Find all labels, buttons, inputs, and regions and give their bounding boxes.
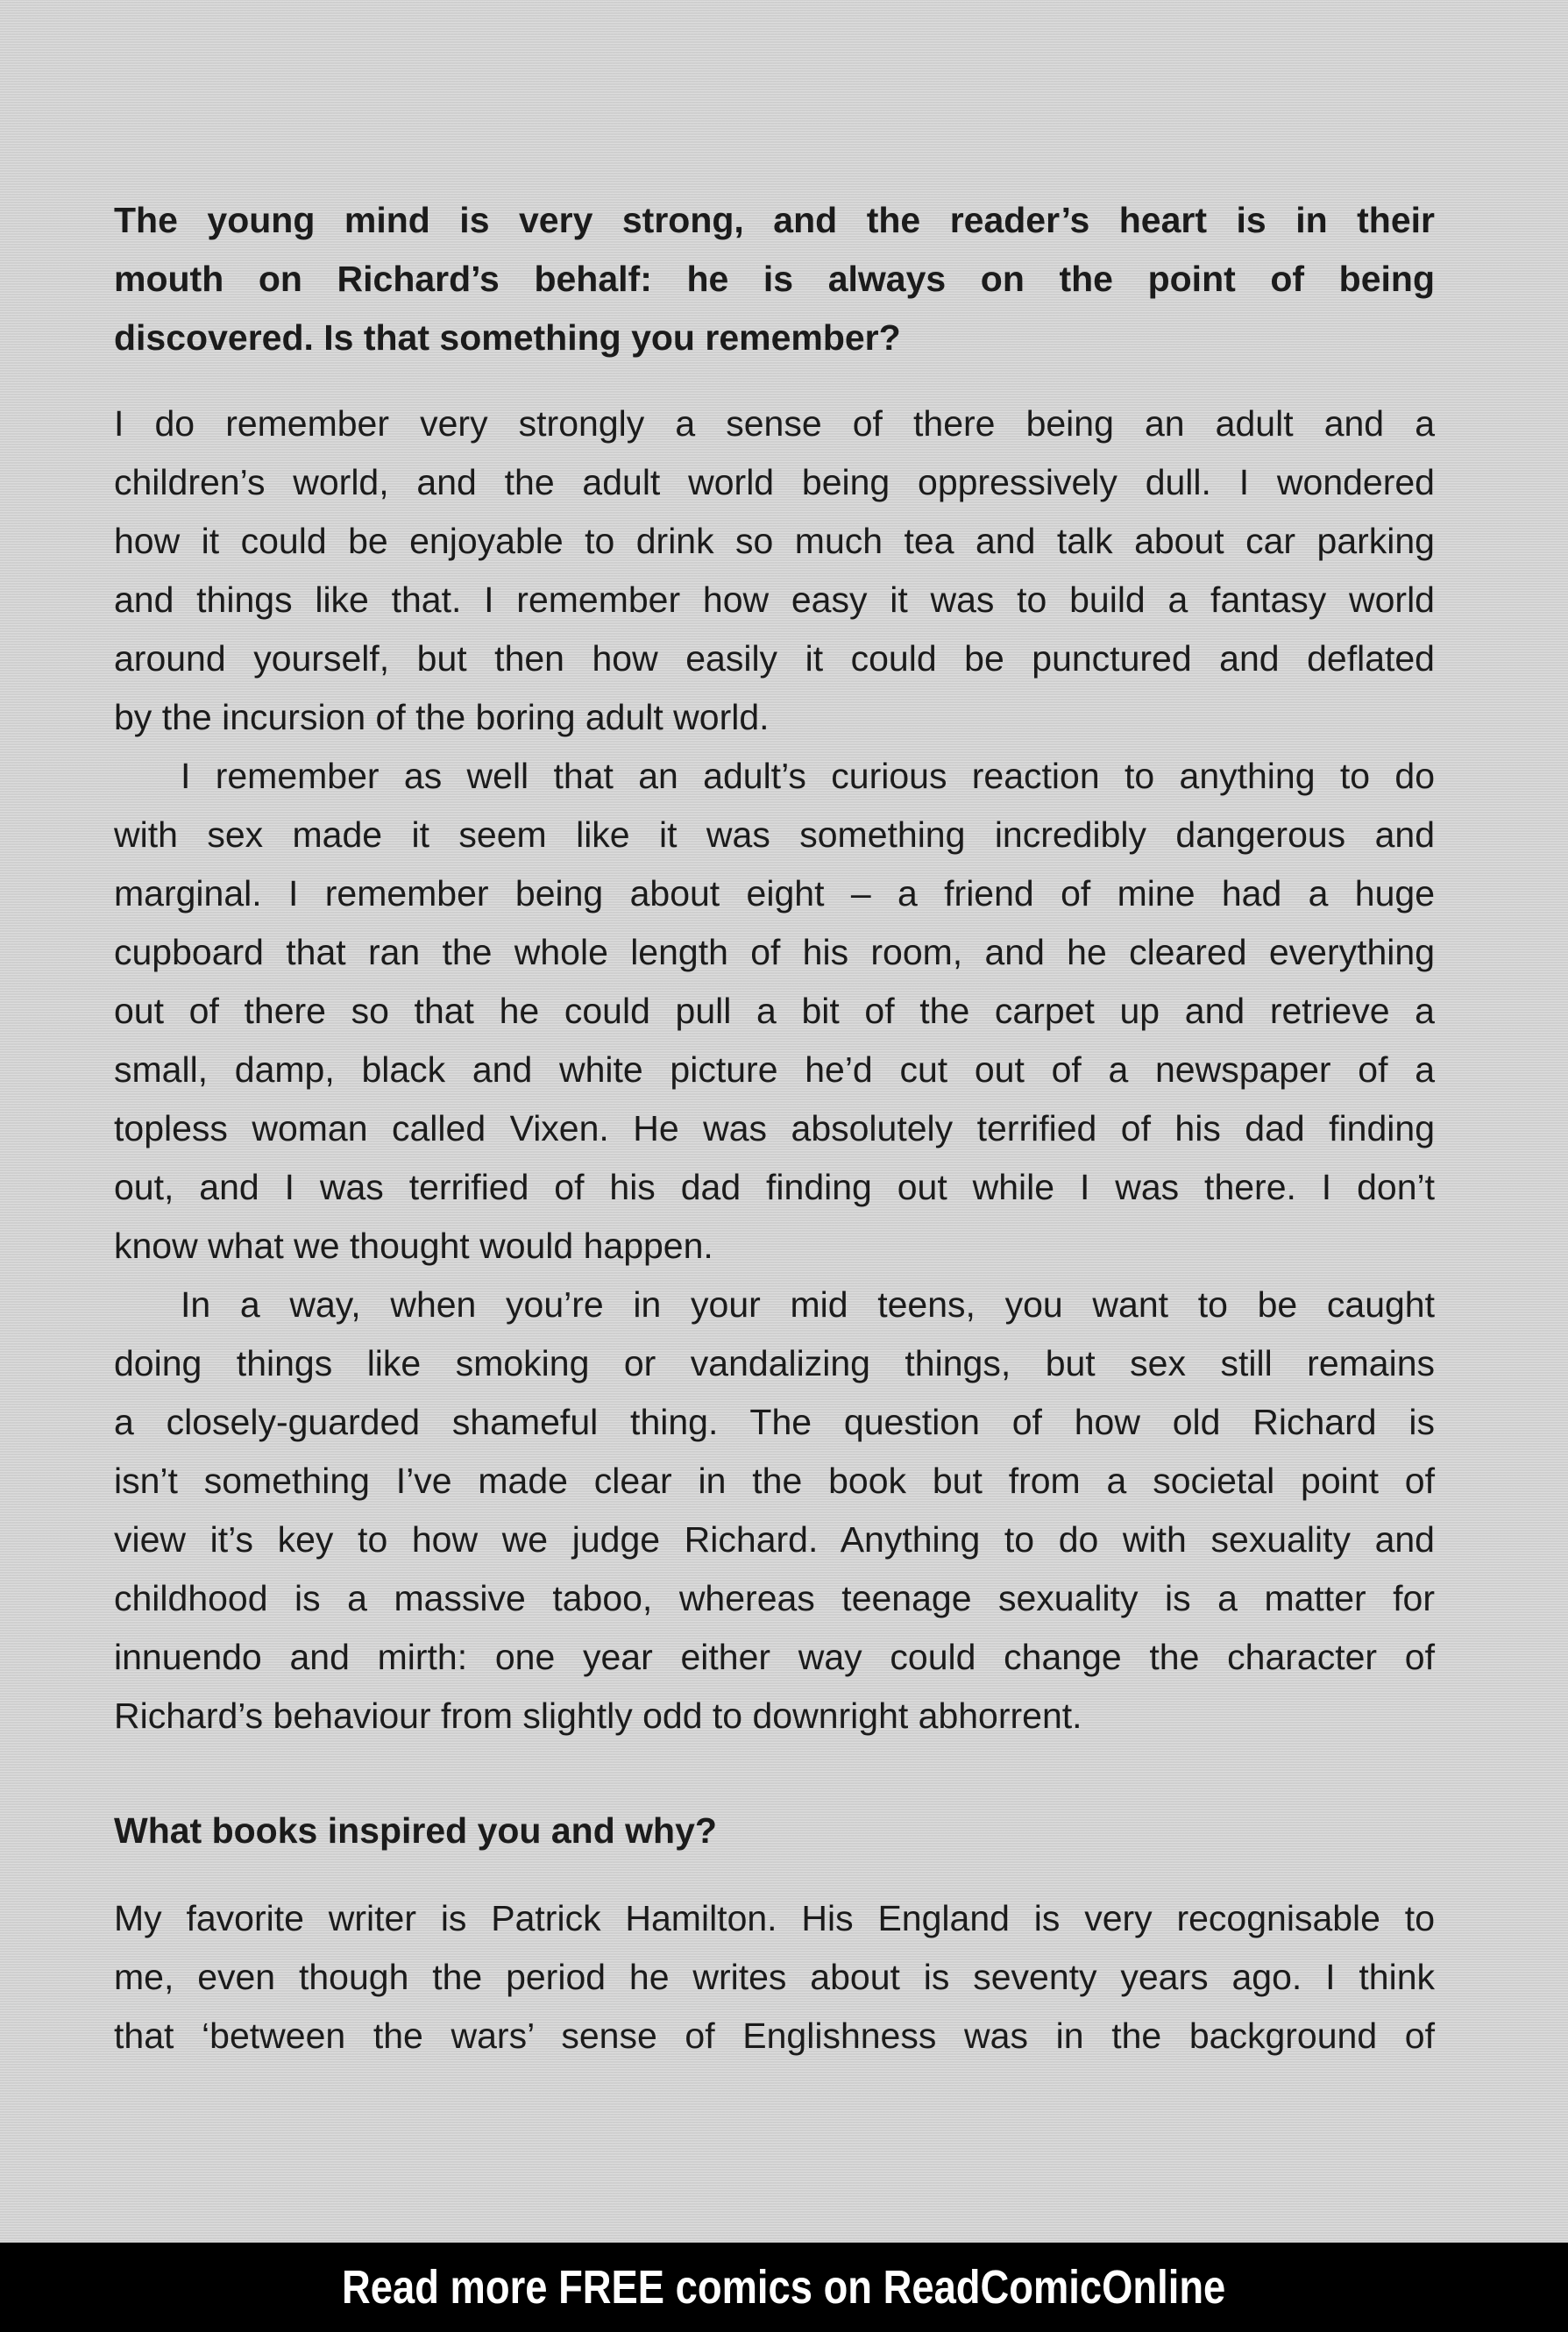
text-line: I remember as well that an adult’s curious reaction to anything to do [181, 756, 1435, 796]
text-line: and things like that. I remember how easy it was to build a fantasy world [114, 579, 1435, 620]
paragraph [114, 1276, 1435, 1745]
text-line: doing things like smoking or vandalizing things, but sex still remains [114, 1343, 1435, 1383]
text-line: Richard’s behaviour from slightly odd to downright abhorrent. [114, 1696, 1082, 1736]
answer-2 [114, 1889, 1435, 2065]
answer-1 [114, 395, 1435, 1745]
question-line: mouth on Richard’s behalf: he is always on the point of being [114, 259, 1435, 299]
text-line: a closely-guarded shameful thing. The question of how old Richard is [114, 1402, 1435, 1442]
paragraph [114, 395, 1435, 747]
text-line: by the incursion of the boring adult world. [114, 697, 770, 737]
text-line: with sex made it seem like it was something incredibly dangerous and [114, 814, 1435, 855]
text-line: children’s world, and the adult world being oppressively dull. I wondered [114, 462, 1435, 502]
text-line: isn’t something I’ve made clear in the book but from a societal point of [114, 1461, 1435, 1501]
question-line: discovered. Is that something you remember? [114, 317, 901, 358]
text-line: around yourself, but then how easily it could be punctured and deflated [114, 638, 1435, 679]
paragraph [114, 747, 1435, 1276]
question-2 [114, 1802, 1435, 1860]
text-line: cupboard that ran the whole length of his room, and he cleared everything [114, 932, 1435, 972]
text-line: me, even though the period he writes about is seventy years ago. I think [114, 1957, 1435, 1997]
text-line: innuendo and mirth: one year either way could change the character of [114, 1637, 1435, 1677]
promo-banner[interactable] [0, 2243, 1568, 2332]
question-1 [114, 191, 1435, 367]
text-line: My favorite writer is Patrick Hamilton. His England is very recognisable to [114, 1898, 1435, 1938]
text-line: that ‘between the wars’ sense of Englishness was in the background of [114, 2016, 1435, 2056]
text-line: In a way, when you’re in your mid teens, you want to be caught [181, 1284, 1435, 1325]
question-line: The young mind is very strong, and the reader’s heart is in their [114, 200, 1435, 240]
text-line: childhood is a massive taboo, whereas teenage sexuality is a matter for [114, 1578, 1435, 1618]
text-line: marginal. I remember being about eight – a friend of mine had a huge [114, 873, 1435, 914]
text-line: small, damp, black and white picture he’d cut out of a newspaper of a [114, 1049, 1435, 1090]
question-line: What books inspired you and why? [114, 1810, 717, 1851]
text-line: out, and I was terrified of his dad finding out while I was there. I don’t [114, 1167, 1435, 1207]
promo-banner-text[interactable]: Read more FREE comics on ReadComicOnline [342, 2261, 1226, 2314]
text-line: I do remember very strongly a sense of there being an adult and a [114, 403, 1435, 444]
text-line: out of there so that he could pull a bit of the carpet up and retrieve a [114, 991, 1435, 1031]
text-line: view it’s key to how we judge Richard. Anything to do with sexuality and [114, 1519, 1435, 1560]
text-line: topless woman called Vixen. He was absolutely terrified of his dad finding [114, 1108, 1435, 1148]
text-line: know what we thought would happen. [114, 1226, 713, 1266]
text-line: how it could be enjoyable to drink so much tea and talk about car parking [114, 521, 1435, 561]
